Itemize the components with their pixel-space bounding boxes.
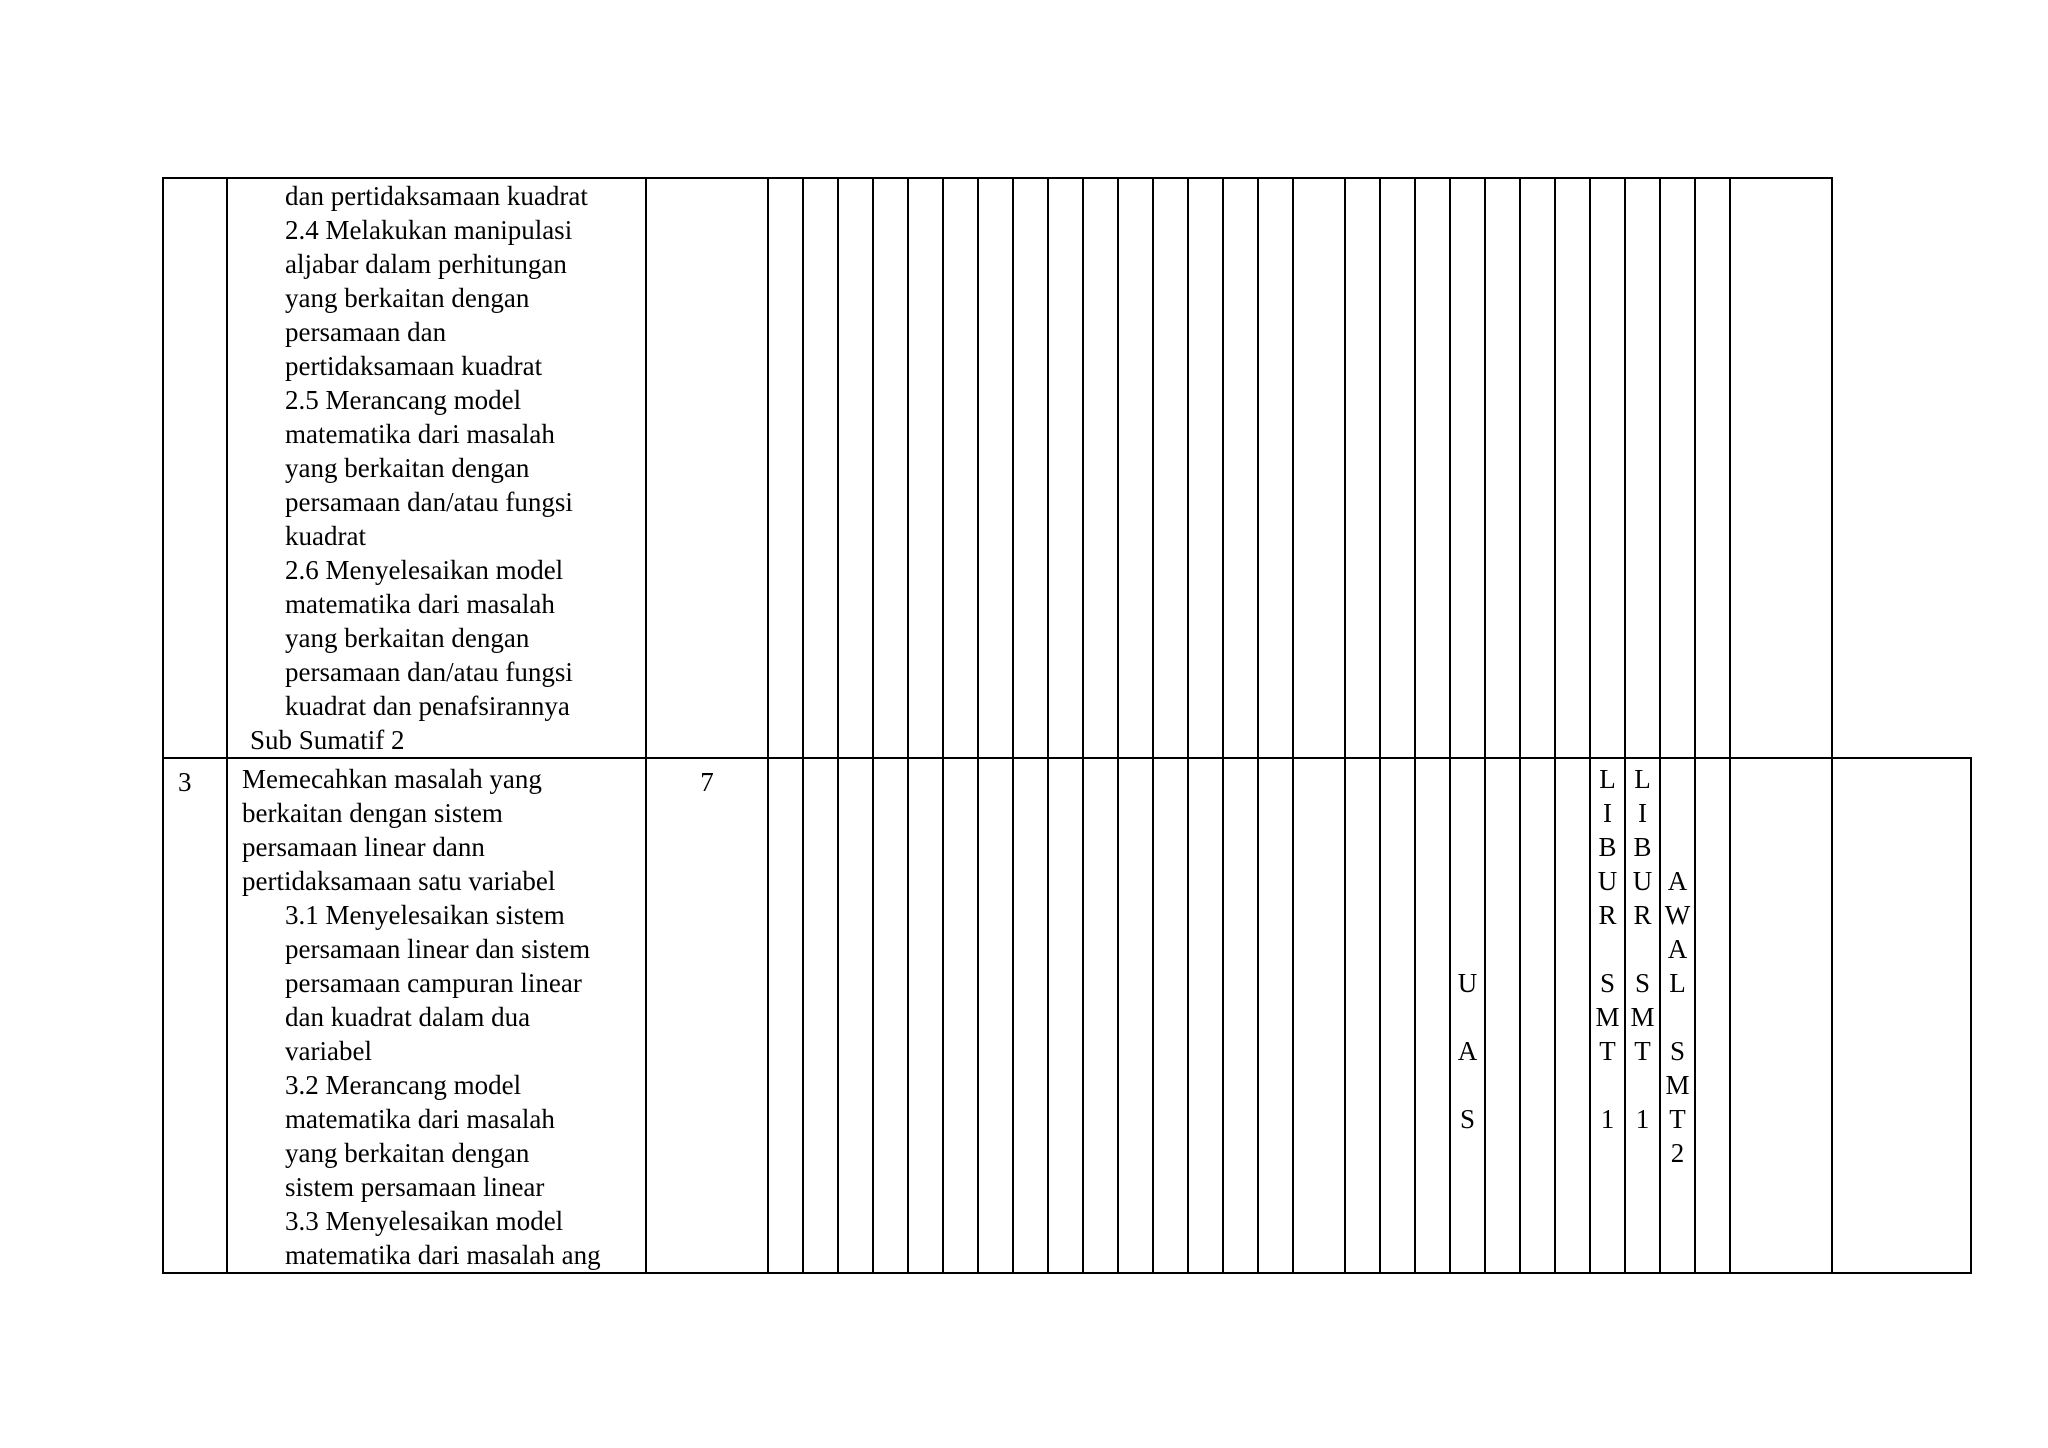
week-cell	[978, 178, 1013, 758]
week-cell	[1695, 758, 1730, 1273]
week-cell	[1083, 178, 1118, 758]
table-row	[163, 178, 1971, 758]
week-cell	[873, 758, 908, 1273]
week-cell	[1188, 758, 1223, 1273]
week-cell-awal	[1660, 758, 1695, 1273]
week-cell	[908, 178, 943, 758]
table-row	[163, 758, 1971, 1273]
notes-cell	[1730, 178, 1832, 758]
week-cell	[1118, 758, 1153, 1273]
week-cell	[1380, 758, 1415, 1273]
week-cell	[1380, 178, 1415, 758]
week-cell-libur	[1625, 758, 1660, 1273]
week-cell	[1590, 178, 1625, 758]
sub-sumatif-label: Sub Sumatif 2	[250, 725, 405, 755]
awal-smt-label: A W A L S M T 2	[1664, 866, 1691, 1168]
week-cell	[1013, 758, 1048, 1273]
week-cell	[1223, 178, 1258, 758]
week-cell	[1555, 758, 1590, 1273]
schedule-table	[162, 177, 1972, 1274]
week-cell	[1520, 758, 1555, 1273]
week-cell	[1625, 178, 1660, 758]
week-cell	[1520, 178, 1555, 758]
week-cell	[1153, 178, 1188, 758]
week-cell	[1188, 178, 1223, 758]
week-cell	[1258, 758, 1293, 1273]
week-cell	[1293, 758, 1345, 1273]
week-cell	[1415, 178, 1450, 758]
week-cell	[1415, 758, 1450, 1273]
week-cell	[768, 758, 803, 1273]
row-number-cell	[163, 178, 227, 758]
week-cell	[1153, 758, 1188, 1273]
competency-text: dan pertidaksamaan kuadrat 2.4 Melakukan manipulasi aljabar dalam perhitungan yang berkaitan dengan persamaan dan pertidaksamaan kuadrat 2.5 Merancang model matematika dari masalah yang berkaitan dengan persamaan dan/atau fungsi kuadrat 2.6 Menyelesaikan model matematika dari masalah yang berkaitan dengan persamaan dan/atau fungsi kuadrat dan penafsirannya Sub Sumatif 2	[228, 179, 645, 757]
competency-cell	[227, 758, 646, 1273]
week-cell	[1293, 178, 1345, 758]
week-cell	[1485, 178, 1520, 758]
week-cell-libur	[1590, 758, 1625, 1273]
week-cell	[803, 178, 838, 758]
week-cell	[1555, 178, 1590, 758]
week-cell	[1485, 758, 1520, 1273]
week-cell	[1048, 758, 1083, 1273]
uas-label: U A S	[1457, 968, 1478, 1134]
week-cell	[838, 178, 873, 758]
week-cell	[1048, 178, 1083, 758]
libur-smt-label: L I B U R S M T 1	[1630, 764, 1655, 1134]
week-cell	[838, 758, 873, 1273]
week-cell	[1118, 178, 1153, 758]
week-cell	[803, 758, 838, 1273]
week-cell	[768, 178, 803, 758]
week-cell	[1083, 758, 1118, 1273]
week-cell	[1660, 178, 1695, 758]
week-cell	[978, 758, 1013, 1273]
week-cell	[1013, 178, 1048, 758]
row-number-cell: 3	[163, 758, 227, 1273]
week-cell	[1730, 758, 1832, 1273]
jp-cell	[646, 178, 768, 758]
notes-cell	[1832, 758, 1971, 1273]
week-cell	[1258, 178, 1293, 758]
week-cell	[1345, 758, 1380, 1273]
week-cell-uas	[1450, 758, 1485, 1273]
week-cell	[943, 758, 978, 1273]
week-cell	[1223, 758, 1258, 1273]
competency-text: Memecahkan masalah yang berkaitan dengan sistem persamaan linear dann pertidaksamaan satu variabel 3.1 Menyelesaikan sistem persamaan linear dan sistem persamaan campuran linear dan kuadrat dalam dua variabel 3.2 Merancang model matematika dari masalah yang berkaitan dengan sistem persamaan linear 3.3 Menyelesaikan model matematika dari masalah ang	[242, 764, 601, 1270]
libur-smt-label: L I B U R S M T 1	[1595, 764, 1620, 1134]
week-cell	[908, 758, 943, 1273]
week-cell	[1345, 178, 1380, 758]
week-cell	[873, 178, 908, 758]
week-cell	[1695, 178, 1730, 758]
week-cell	[1450, 178, 1485, 758]
jp-cell: 7	[646, 758, 768, 1273]
week-cell	[943, 178, 978, 758]
competency-cell	[227, 178, 646, 758]
